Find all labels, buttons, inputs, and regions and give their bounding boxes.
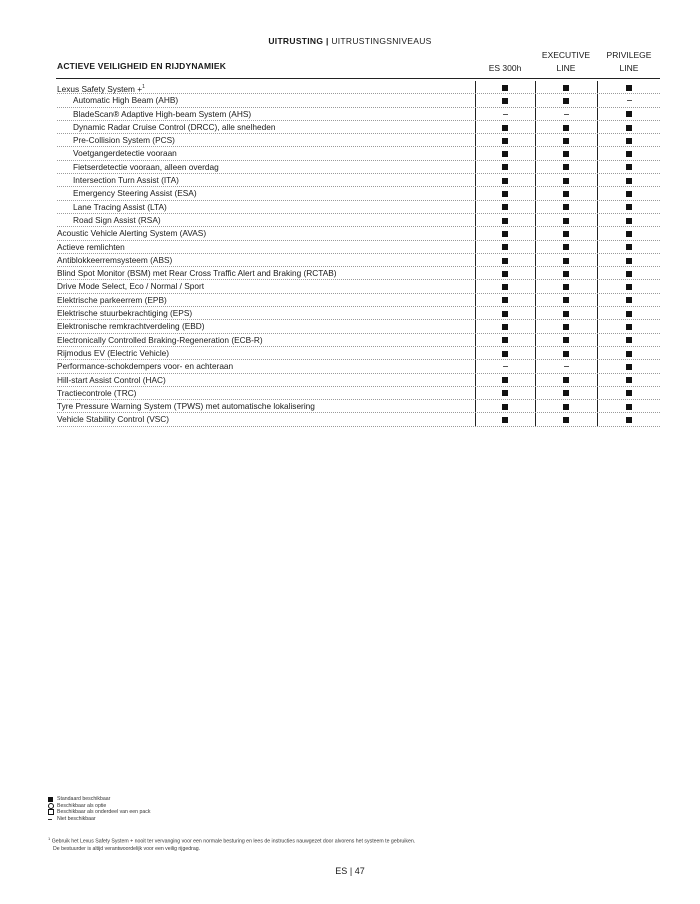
filled-square-icon xyxy=(626,284,632,290)
footnote-reference: 1 xyxy=(142,84,145,90)
filled-square-icon xyxy=(626,151,632,157)
filled-square-icon xyxy=(626,297,632,303)
filled-square-icon xyxy=(502,218,508,224)
availability-cell xyxy=(535,187,597,200)
table-row xyxy=(56,307,660,320)
availability-cell xyxy=(535,147,597,160)
feature-label xyxy=(57,334,263,347)
availability-cell xyxy=(476,374,534,387)
filled-square-icon xyxy=(563,85,569,91)
availability-cell xyxy=(535,161,597,174)
table-row xyxy=(56,387,660,400)
table-row xyxy=(56,347,660,360)
feature-label xyxy=(73,108,251,121)
feature-label xyxy=(57,347,169,360)
page-model: ES xyxy=(335,866,348,876)
table-row xyxy=(56,400,660,413)
filled-square-icon xyxy=(563,311,569,317)
availability-cell xyxy=(476,413,534,426)
availability-cell xyxy=(476,81,534,94)
feature-label-text: Elektrische parkeerrem (EPB) xyxy=(57,294,167,305)
feature-label xyxy=(73,201,167,214)
page-header xyxy=(0,36,700,46)
feature-label-text: Hill-start Assist Control (HAC) xyxy=(57,374,166,385)
availability-cell xyxy=(535,320,597,333)
filled-square-icon xyxy=(502,178,508,184)
availability-cell xyxy=(598,187,660,200)
outlined-square-icon xyxy=(48,809,54,815)
filled-square-icon xyxy=(502,417,508,423)
feature-label xyxy=(57,400,315,413)
feature-label xyxy=(73,187,197,200)
filled-square-icon xyxy=(563,284,569,290)
header-subsection: UITRUSTINGSNIVEAUS xyxy=(331,36,432,46)
filled-square-icon xyxy=(502,138,508,144)
feature-label-text: Vehicle Stability Control (VSC) xyxy=(57,414,170,425)
legend-item xyxy=(48,796,150,803)
filled-square-icon xyxy=(626,337,632,343)
availability-cell xyxy=(535,413,597,426)
page-num: 47 xyxy=(354,866,365,876)
availability-cell xyxy=(535,108,597,121)
filled-square-icon xyxy=(563,231,569,237)
table-row xyxy=(56,94,660,107)
feature-label xyxy=(57,294,167,307)
feature-label-text: Performance-schokdempers voor- en achteraan xyxy=(57,361,234,372)
column-header-line1: EXECUTIVE xyxy=(541,50,591,60)
availability-cell xyxy=(598,161,660,174)
header-separator: | xyxy=(325,36,329,46)
legend-item xyxy=(48,816,150,823)
filled-square-icon xyxy=(626,258,632,264)
filled-square-icon xyxy=(502,244,508,250)
availability-cell xyxy=(476,360,534,373)
availability-cell xyxy=(476,307,534,320)
feature-label xyxy=(57,241,125,254)
filled-square-icon xyxy=(502,258,508,264)
circle-icon xyxy=(48,803,54,809)
availability-cell xyxy=(598,241,660,254)
availability-cell xyxy=(535,214,597,227)
column-header-line1: PRIVILEGE xyxy=(606,50,652,60)
filled-square-icon xyxy=(563,258,569,264)
dash-icon xyxy=(48,819,52,820)
filled-square-icon xyxy=(563,151,569,157)
filled-square-icon xyxy=(502,377,508,383)
table-row xyxy=(56,174,660,187)
filled-square-icon xyxy=(626,178,632,184)
feature-label-text: Automatic High Beam (AHB) xyxy=(73,95,179,106)
filled-square-icon xyxy=(502,85,508,91)
dash-icon xyxy=(564,114,569,115)
filled-square-icon xyxy=(626,351,632,357)
feature-label-text: Drive Mode Select, Eco / Normal / Sport xyxy=(57,281,205,292)
table-row xyxy=(56,121,660,134)
filled-square-icon xyxy=(626,324,632,330)
availability-cell xyxy=(476,280,534,293)
filled-square-icon xyxy=(626,231,632,237)
column-header-es300h xyxy=(476,52,534,78)
availability-cell xyxy=(476,294,534,307)
availability-cell xyxy=(598,267,660,280)
feature-label-text: BladeScan® Adaptive High-beam System (AHS) xyxy=(73,108,252,119)
dash-icon xyxy=(627,100,632,101)
availability-cell xyxy=(476,267,534,280)
feature-label xyxy=(57,254,172,267)
filled-square-icon xyxy=(563,404,569,410)
availability-cell xyxy=(476,214,534,227)
availability-cell xyxy=(598,400,660,413)
filled-square-icon xyxy=(626,390,632,396)
section-title: ACTIEVE VEILIGHEID EN RIJDYNAMIEK xyxy=(57,61,227,71)
filled-square-icon xyxy=(502,164,508,170)
table-row xyxy=(56,108,660,121)
availability-cell xyxy=(476,187,534,200)
feature-label-text: Elektronische remkrachtverdeling (EBD) xyxy=(57,321,205,332)
availability-cell xyxy=(598,81,660,94)
availability-cell xyxy=(476,201,534,214)
feature-label xyxy=(57,267,337,280)
filled-square-icon xyxy=(563,204,569,210)
feature-label-text: Dynamic Radar Cruise Control (DRCC), alle snelheden xyxy=(73,121,276,132)
availability-cell xyxy=(535,174,597,187)
filled-square-icon xyxy=(502,297,508,303)
availability-cell xyxy=(598,121,660,134)
feature-label-text: Intersection Turn Assist (ITA) xyxy=(73,175,179,186)
legend-item xyxy=(48,809,150,816)
filled-square-icon xyxy=(48,797,53,802)
filled-square-icon xyxy=(563,191,569,197)
feature-label-text: Emergency Steering Assist (ESA) xyxy=(73,188,197,199)
feature-label xyxy=(73,174,179,187)
filled-square-icon xyxy=(502,125,508,131)
feature-label-text: Fietserdetectie vooraan, alleen overdag xyxy=(73,161,219,172)
filled-square-icon xyxy=(502,98,508,104)
feature-label-text: Antiblokkeerremsysteem (ABS) xyxy=(57,254,173,265)
availability-cell xyxy=(598,227,660,240)
availability-cell xyxy=(598,108,660,121)
filled-square-icon xyxy=(626,417,632,423)
availability-cell xyxy=(598,280,660,293)
availability-cell xyxy=(476,320,534,333)
filled-square-icon xyxy=(563,390,569,396)
availability-cell xyxy=(598,94,660,107)
feature-label xyxy=(57,413,169,426)
filled-square-icon xyxy=(502,191,508,197)
table-row xyxy=(56,227,660,240)
filled-square-icon xyxy=(563,218,569,224)
feature-label-text: Actieve remlichten xyxy=(57,241,125,252)
availability-cell xyxy=(476,147,534,160)
availability-cell xyxy=(535,267,597,280)
filled-square-icon xyxy=(502,204,508,210)
feature-label-text: Tractiecontrole (TRC) xyxy=(57,387,137,398)
filled-square-icon xyxy=(502,390,508,396)
filled-square-icon xyxy=(626,138,632,144)
table-row xyxy=(56,214,660,227)
filled-square-icon xyxy=(563,244,569,250)
availability-cell xyxy=(535,400,597,413)
availability-cell xyxy=(535,201,597,214)
table-row xyxy=(56,267,660,280)
filled-square-icon xyxy=(626,125,632,131)
filled-square-icon xyxy=(626,204,632,210)
filled-square-icon xyxy=(563,377,569,383)
feature-label xyxy=(57,360,233,373)
filled-square-icon xyxy=(502,404,508,410)
feature-label xyxy=(73,214,161,227)
availability-cell xyxy=(535,227,597,240)
availability-cell xyxy=(535,241,597,254)
availability-cell xyxy=(598,360,660,373)
availability-cell xyxy=(535,374,597,387)
filled-square-icon xyxy=(626,244,632,250)
filled-square-icon xyxy=(563,164,569,170)
filled-square-icon xyxy=(626,311,632,317)
feature-label-text: Road Sign Assist (RSA) xyxy=(73,214,161,225)
availability-cell xyxy=(598,320,660,333)
availability-cell xyxy=(476,400,534,413)
filled-square-icon xyxy=(563,297,569,303)
filled-square-icon xyxy=(563,351,569,357)
availability-cell xyxy=(535,134,597,147)
dash-icon xyxy=(564,366,569,367)
filled-square-icon xyxy=(502,324,508,330)
availability-cell xyxy=(535,334,597,347)
filled-square-icon xyxy=(626,218,632,224)
filled-square-icon xyxy=(502,284,508,290)
feature-label-text: Elektrische stuurbekrachtiging (EPS) xyxy=(57,308,193,319)
filled-square-icon xyxy=(626,191,632,197)
filled-square-icon xyxy=(626,404,632,410)
availability-cell xyxy=(535,121,597,134)
feature-label xyxy=(57,387,136,400)
filled-square-icon xyxy=(502,351,508,357)
availability-cell xyxy=(535,280,597,293)
page-number xyxy=(0,866,700,876)
table-row xyxy=(56,81,660,94)
filled-square-icon xyxy=(626,271,632,277)
dash-icon xyxy=(503,114,508,115)
column-header-line2: LINE xyxy=(619,63,639,73)
availability-cell xyxy=(535,347,597,360)
filled-square-icon xyxy=(626,85,632,91)
table-row xyxy=(56,320,660,333)
availability-cell xyxy=(535,94,597,107)
column-header-line2: LINE xyxy=(556,63,576,73)
table-row xyxy=(56,280,660,293)
availability-cell xyxy=(598,387,660,400)
availability-cell xyxy=(598,254,660,267)
filled-square-icon xyxy=(563,324,569,330)
filled-square-icon xyxy=(502,271,508,277)
table-row xyxy=(56,147,660,160)
filled-square-icon xyxy=(502,231,508,237)
availability-cell xyxy=(598,147,660,160)
filled-square-icon xyxy=(626,164,632,170)
availability-cell xyxy=(598,134,660,147)
feature-label-text: Tyre Pressure Warning System (TPWS) met automatische lokalisering xyxy=(57,401,315,412)
table-row xyxy=(56,201,660,214)
feature-label-text: Rijmodus EV (Electric Vehicle) xyxy=(57,347,170,358)
filled-square-icon xyxy=(626,111,632,117)
filled-square-icon xyxy=(502,311,508,317)
availability-cell xyxy=(476,134,534,147)
feature-label-text: Lane Tracing Assist (LTA) xyxy=(73,201,167,212)
legend-text: Beschikbaar als optie xyxy=(57,802,107,809)
legend-text: Niet beschikbaar xyxy=(57,815,96,822)
filled-square-icon xyxy=(563,178,569,184)
availability-cell xyxy=(535,81,597,94)
feature-label xyxy=(57,227,206,240)
table-row xyxy=(56,374,660,387)
availability-cell xyxy=(535,387,597,400)
availability-cell xyxy=(598,294,660,307)
availability-cell xyxy=(535,254,597,267)
availability-cell xyxy=(476,387,534,400)
feature-label xyxy=(57,374,166,387)
availability-cell xyxy=(476,227,534,240)
filled-square-icon xyxy=(563,417,569,423)
availability-cell xyxy=(476,94,534,107)
footnote-number: 1 xyxy=(48,836,51,841)
feature-label xyxy=(73,161,219,174)
equipment-table xyxy=(56,81,660,427)
legend xyxy=(48,796,150,822)
table-header xyxy=(56,52,660,79)
column-header-line2: ES 300h xyxy=(488,63,522,73)
table-row xyxy=(56,241,660,254)
availability-cell xyxy=(476,161,534,174)
feature-label xyxy=(73,94,178,107)
availability-cell xyxy=(476,241,534,254)
filled-square-icon xyxy=(563,125,569,131)
filled-square-icon xyxy=(563,138,569,144)
legend-text: Standaard beschikbaar xyxy=(57,796,111,802)
column-header-executive-line xyxy=(535,52,597,78)
page-separator: | xyxy=(349,866,353,876)
feature-label xyxy=(73,147,177,160)
filled-square-icon xyxy=(563,271,569,277)
availability-cell xyxy=(535,294,597,307)
table-row xyxy=(56,334,660,347)
availability-cell xyxy=(476,108,534,121)
table-row xyxy=(56,161,660,174)
availability-cell xyxy=(598,413,660,426)
legend-item xyxy=(48,803,150,810)
table-row xyxy=(56,294,660,307)
table-row xyxy=(56,254,660,267)
footnote-line1: Gebruik het Lexus Safety System + nooit ter vervanging voor een normale besturing en lees de instructies nauwgezet door alvorens het systeem te gebruiken. xyxy=(51,838,416,845)
feature-label-text: Pre-Collision System (PCS) xyxy=(73,135,175,146)
table-row xyxy=(56,134,660,147)
feature-label-text: Electronically Controlled Braking-Regeneration (ECB-R) xyxy=(57,334,263,345)
availability-cell xyxy=(535,307,597,320)
availability-cell xyxy=(476,254,534,267)
feature-label-text: Blind Spot Monitor (BSM) met Rear Cross Traffic Alert and Braking (RCTAB) xyxy=(57,268,337,279)
availability-cell xyxy=(598,374,660,387)
availability-cell xyxy=(598,214,660,227)
filled-square-icon xyxy=(563,98,569,104)
filled-square-icon xyxy=(502,337,508,343)
feature-label-text: Voetgangerdetectie vooraan xyxy=(73,148,177,159)
column-header-privilege-line xyxy=(598,52,660,78)
feature-label xyxy=(57,307,192,320)
availability-cell xyxy=(598,307,660,320)
header-section: UITRUSTING xyxy=(268,36,324,46)
table-row xyxy=(56,413,660,426)
availability-cell xyxy=(476,121,534,134)
availability-cell xyxy=(598,347,660,360)
feature-label-text: Lexus Safety System + xyxy=(57,83,143,94)
footnote xyxy=(48,835,415,853)
availability-cell xyxy=(476,334,534,347)
filled-square-icon xyxy=(626,377,632,383)
filled-square-icon xyxy=(502,151,508,157)
feature-label xyxy=(73,134,175,147)
table-row xyxy=(56,187,660,200)
feature-label-text: Acoustic Vehicle Alerting System (AVAS) xyxy=(57,228,207,239)
availability-cell xyxy=(598,201,660,214)
footnote-line2: De bestuurder is altijd verantwoordelijk voor een veilig rijgedrag. xyxy=(53,845,201,852)
table-row xyxy=(56,360,660,373)
feature-label xyxy=(57,320,205,333)
dash-icon xyxy=(503,366,508,367)
availability-cell xyxy=(476,174,534,187)
availability-cell xyxy=(535,360,597,373)
availability-cell xyxy=(476,347,534,360)
legend-text: Beschikbaar als onderdeel van een pack xyxy=(57,809,151,816)
filled-square-icon xyxy=(563,337,569,343)
feature-label xyxy=(73,121,275,134)
availability-cell xyxy=(598,174,660,187)
availability-cell xyxy=(598,334,660,347)
filled-square-icon xyxy=(626,364,632,370)
feature-label xyxy=(57,280,204,293)
